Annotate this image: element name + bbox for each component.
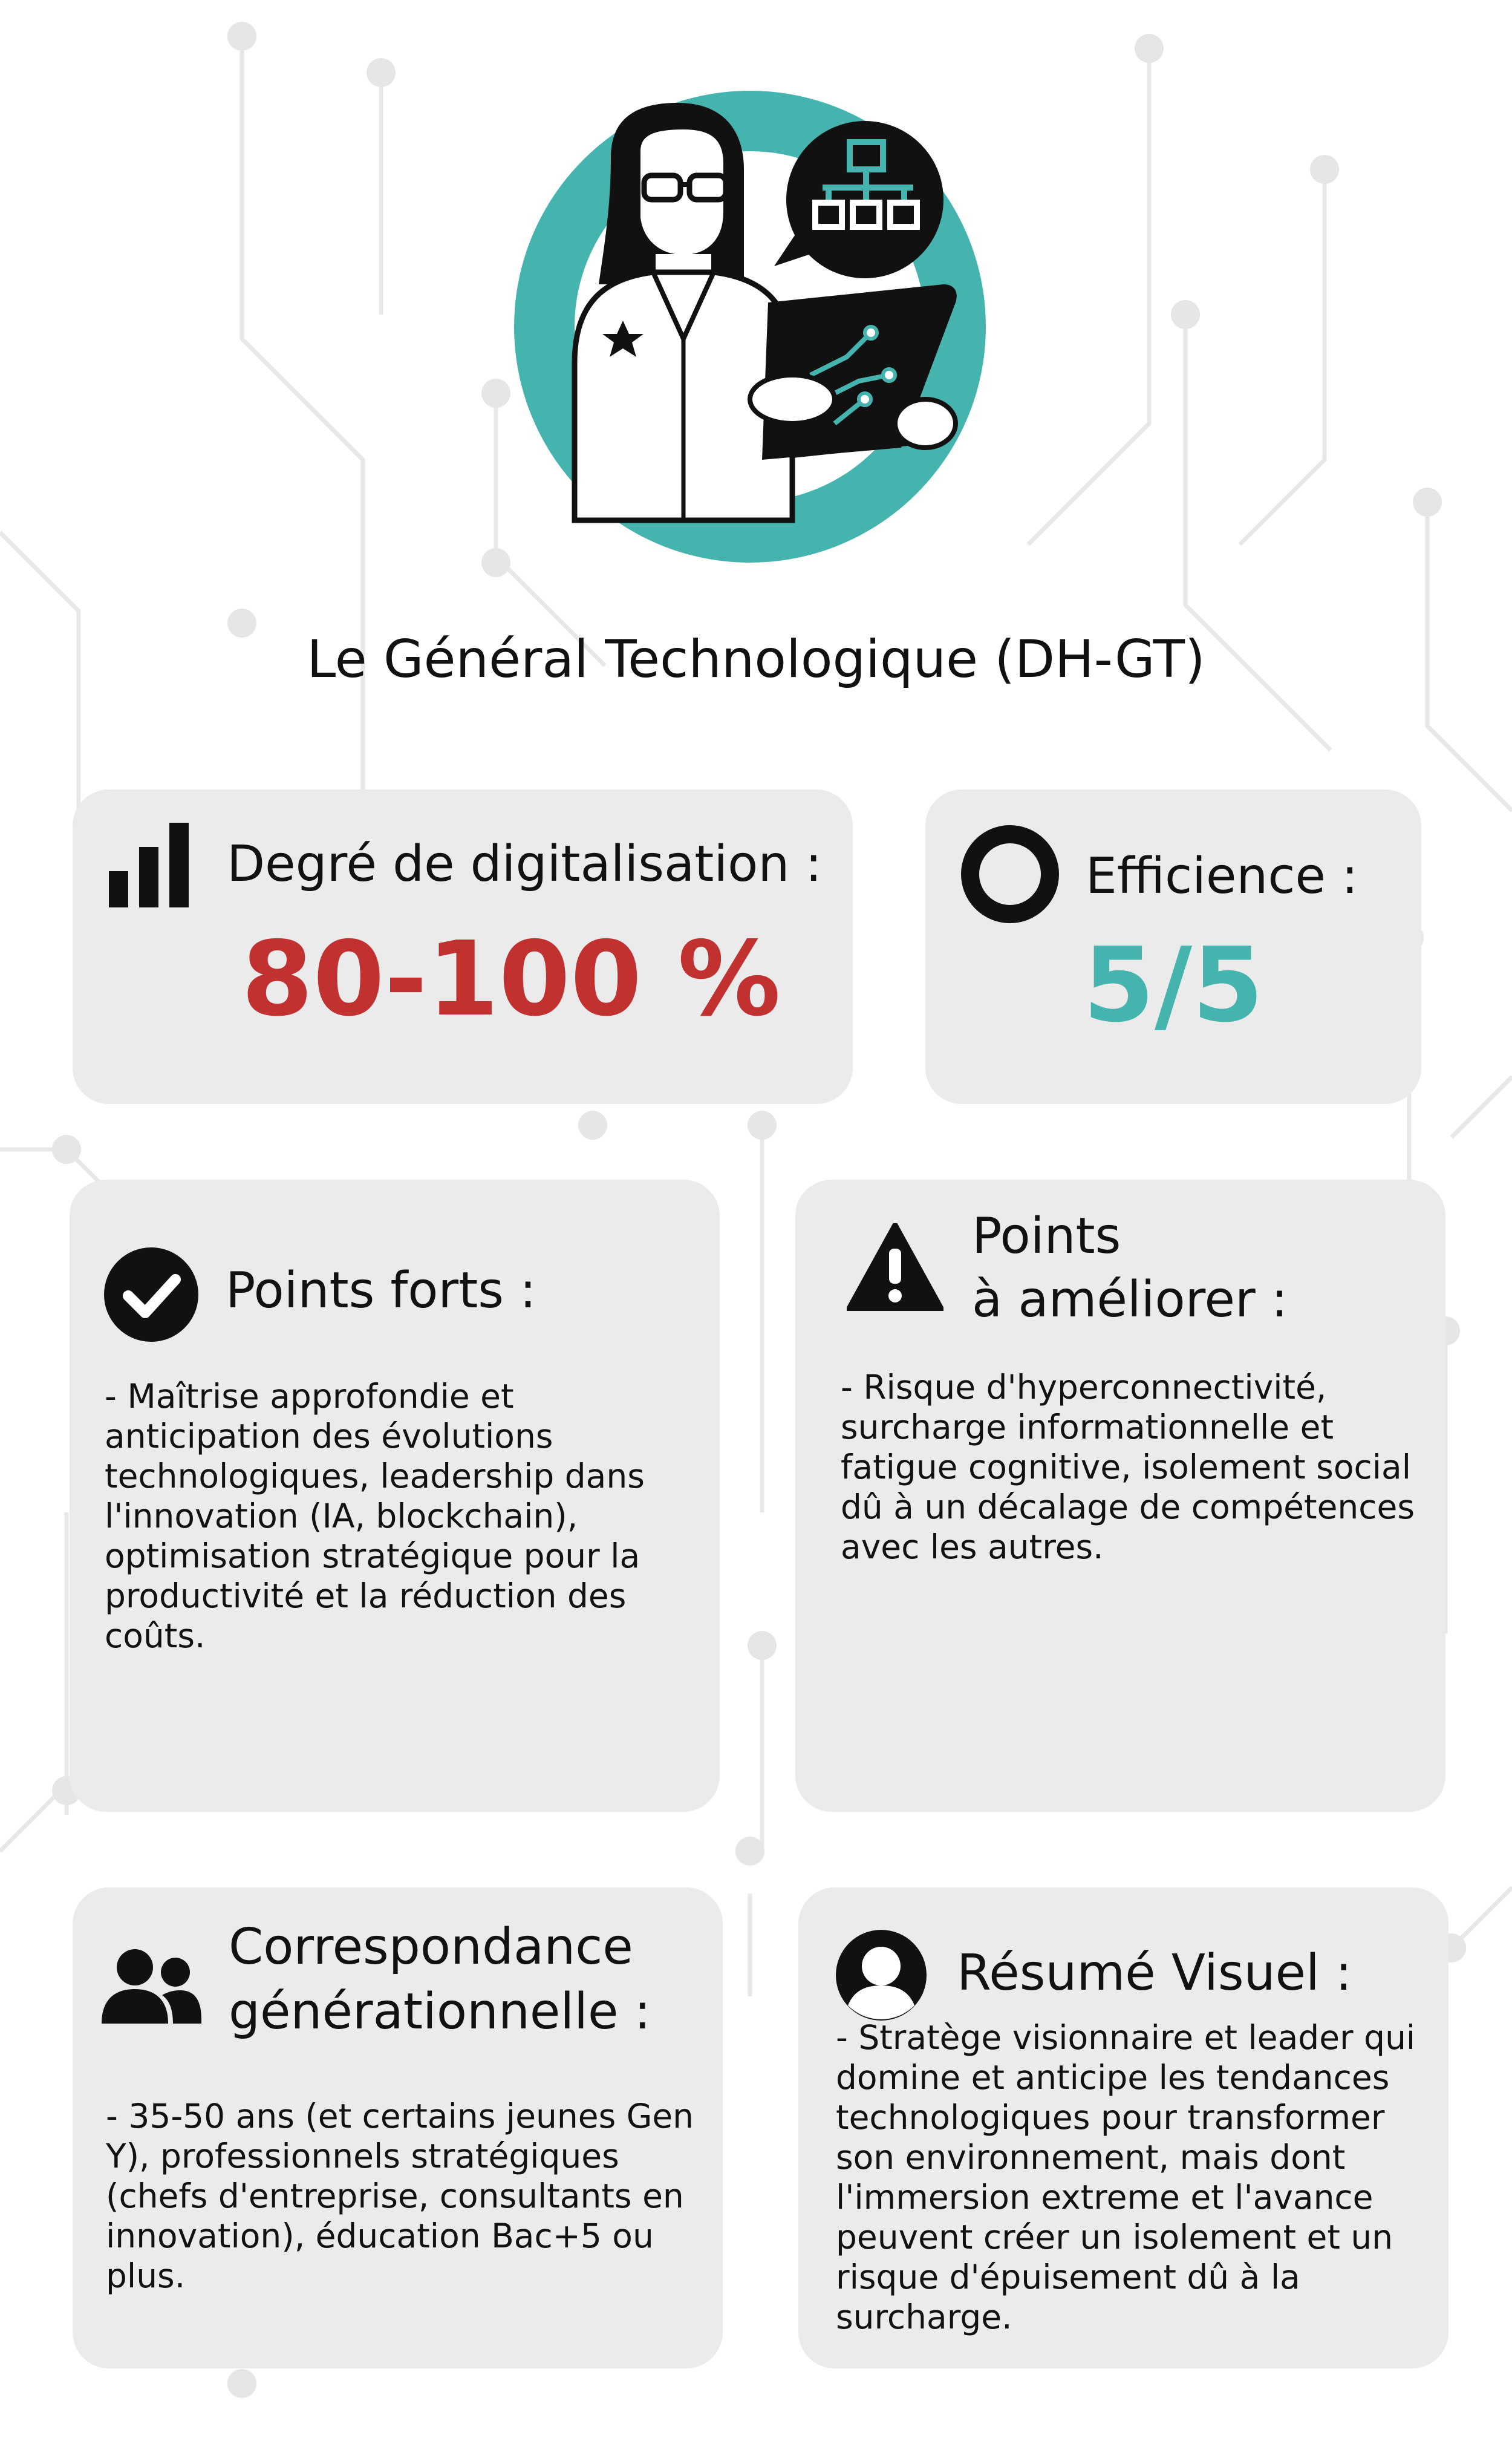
check-circle-icon — [103, 1246, 200, 1343]
digitalisation-card — [73, 789, 853, 1104]
resume-card — [798, 1887, 1448, 2368]
efficience-card — [925, 789, 1421, 1104]
correspondance-label-line2: générationnelle : — [229, 1983, 651, 2041]
resume-text: - Stratège visionnaire et leader qui domine et anticipe les tendances technologiques pour transformer son environnement, mais dont l'immersion extreme et l'avance peuvent créer un isolement et un risque d'épuisement dû à la surcharge. — [836, 2018, 1416, 2336]
warning-icon — [847, 1223, 943, 1311]
ring-icon — [959, 823, 1061, 926]
points-forts-text: - Maîtrise approfondie et anticipation des évolutions technologiques, leadership dans l'innovation (IA, blockchain), optimisation stratégique pour la productivité et la réduction des coûts. — [105, 1377, 645, 1655]
points-ameliorer-label-line2: à améliorer : — [972, 1271, 1288, 1328]
points-ameliorer-text: - Risque d'hyperconnectivité, surcharge informationnelle et fatigue cognitive, isolement social dû à un décalage de compétences avec les autres. — [841, 1368, 1415, 1566]
efficience-label: Efficience : — [1086, 848, 1358, 905]
points-ameliorer-card — [795, 1180, 1445, 1812]
hero-illustration — [508, 85, 1004, 581]
user-circle-icon — [836, 1930, 927, 2021]
efficience-value: 5/5 — [1083, 926, 1264, 1045]
correspondance-text: - 35-50 ans (et certains jeunes Gen Y), professionnels stratégiques (chefs d'entreprise, consultants en innovation), éducation Bac+5 ou plus. — [106, 2097, 694, 2295]
points-forts-card — [70, 1180, 720, 1812]
resume-label: Résumé Visuel : — [957, 1944, 1352, 2002]
users-icon — [102, 1948, 201, 2027]
correspondance-card — [73, 1887, 723, 2368]
correspondance-label-line1: Correspondance — [229, 1918, 633, 1976]
points-forts-label: Points forts : — [226, 1262, 536, 1319]
digitalisation-label: Degré de digitalisation : — [227, 835, 822, 893]
digitalisation-value: 80-100 % — [241, 920, 781, 1039]
bar-chart-icon — [109, 823, 194, 907]
page-title: Le Général Technologique (DH-GT) — [307, 629, 1205, 690]
points-ameliorer-label-line1: Points — [972, 1207, 1121, 1265]
